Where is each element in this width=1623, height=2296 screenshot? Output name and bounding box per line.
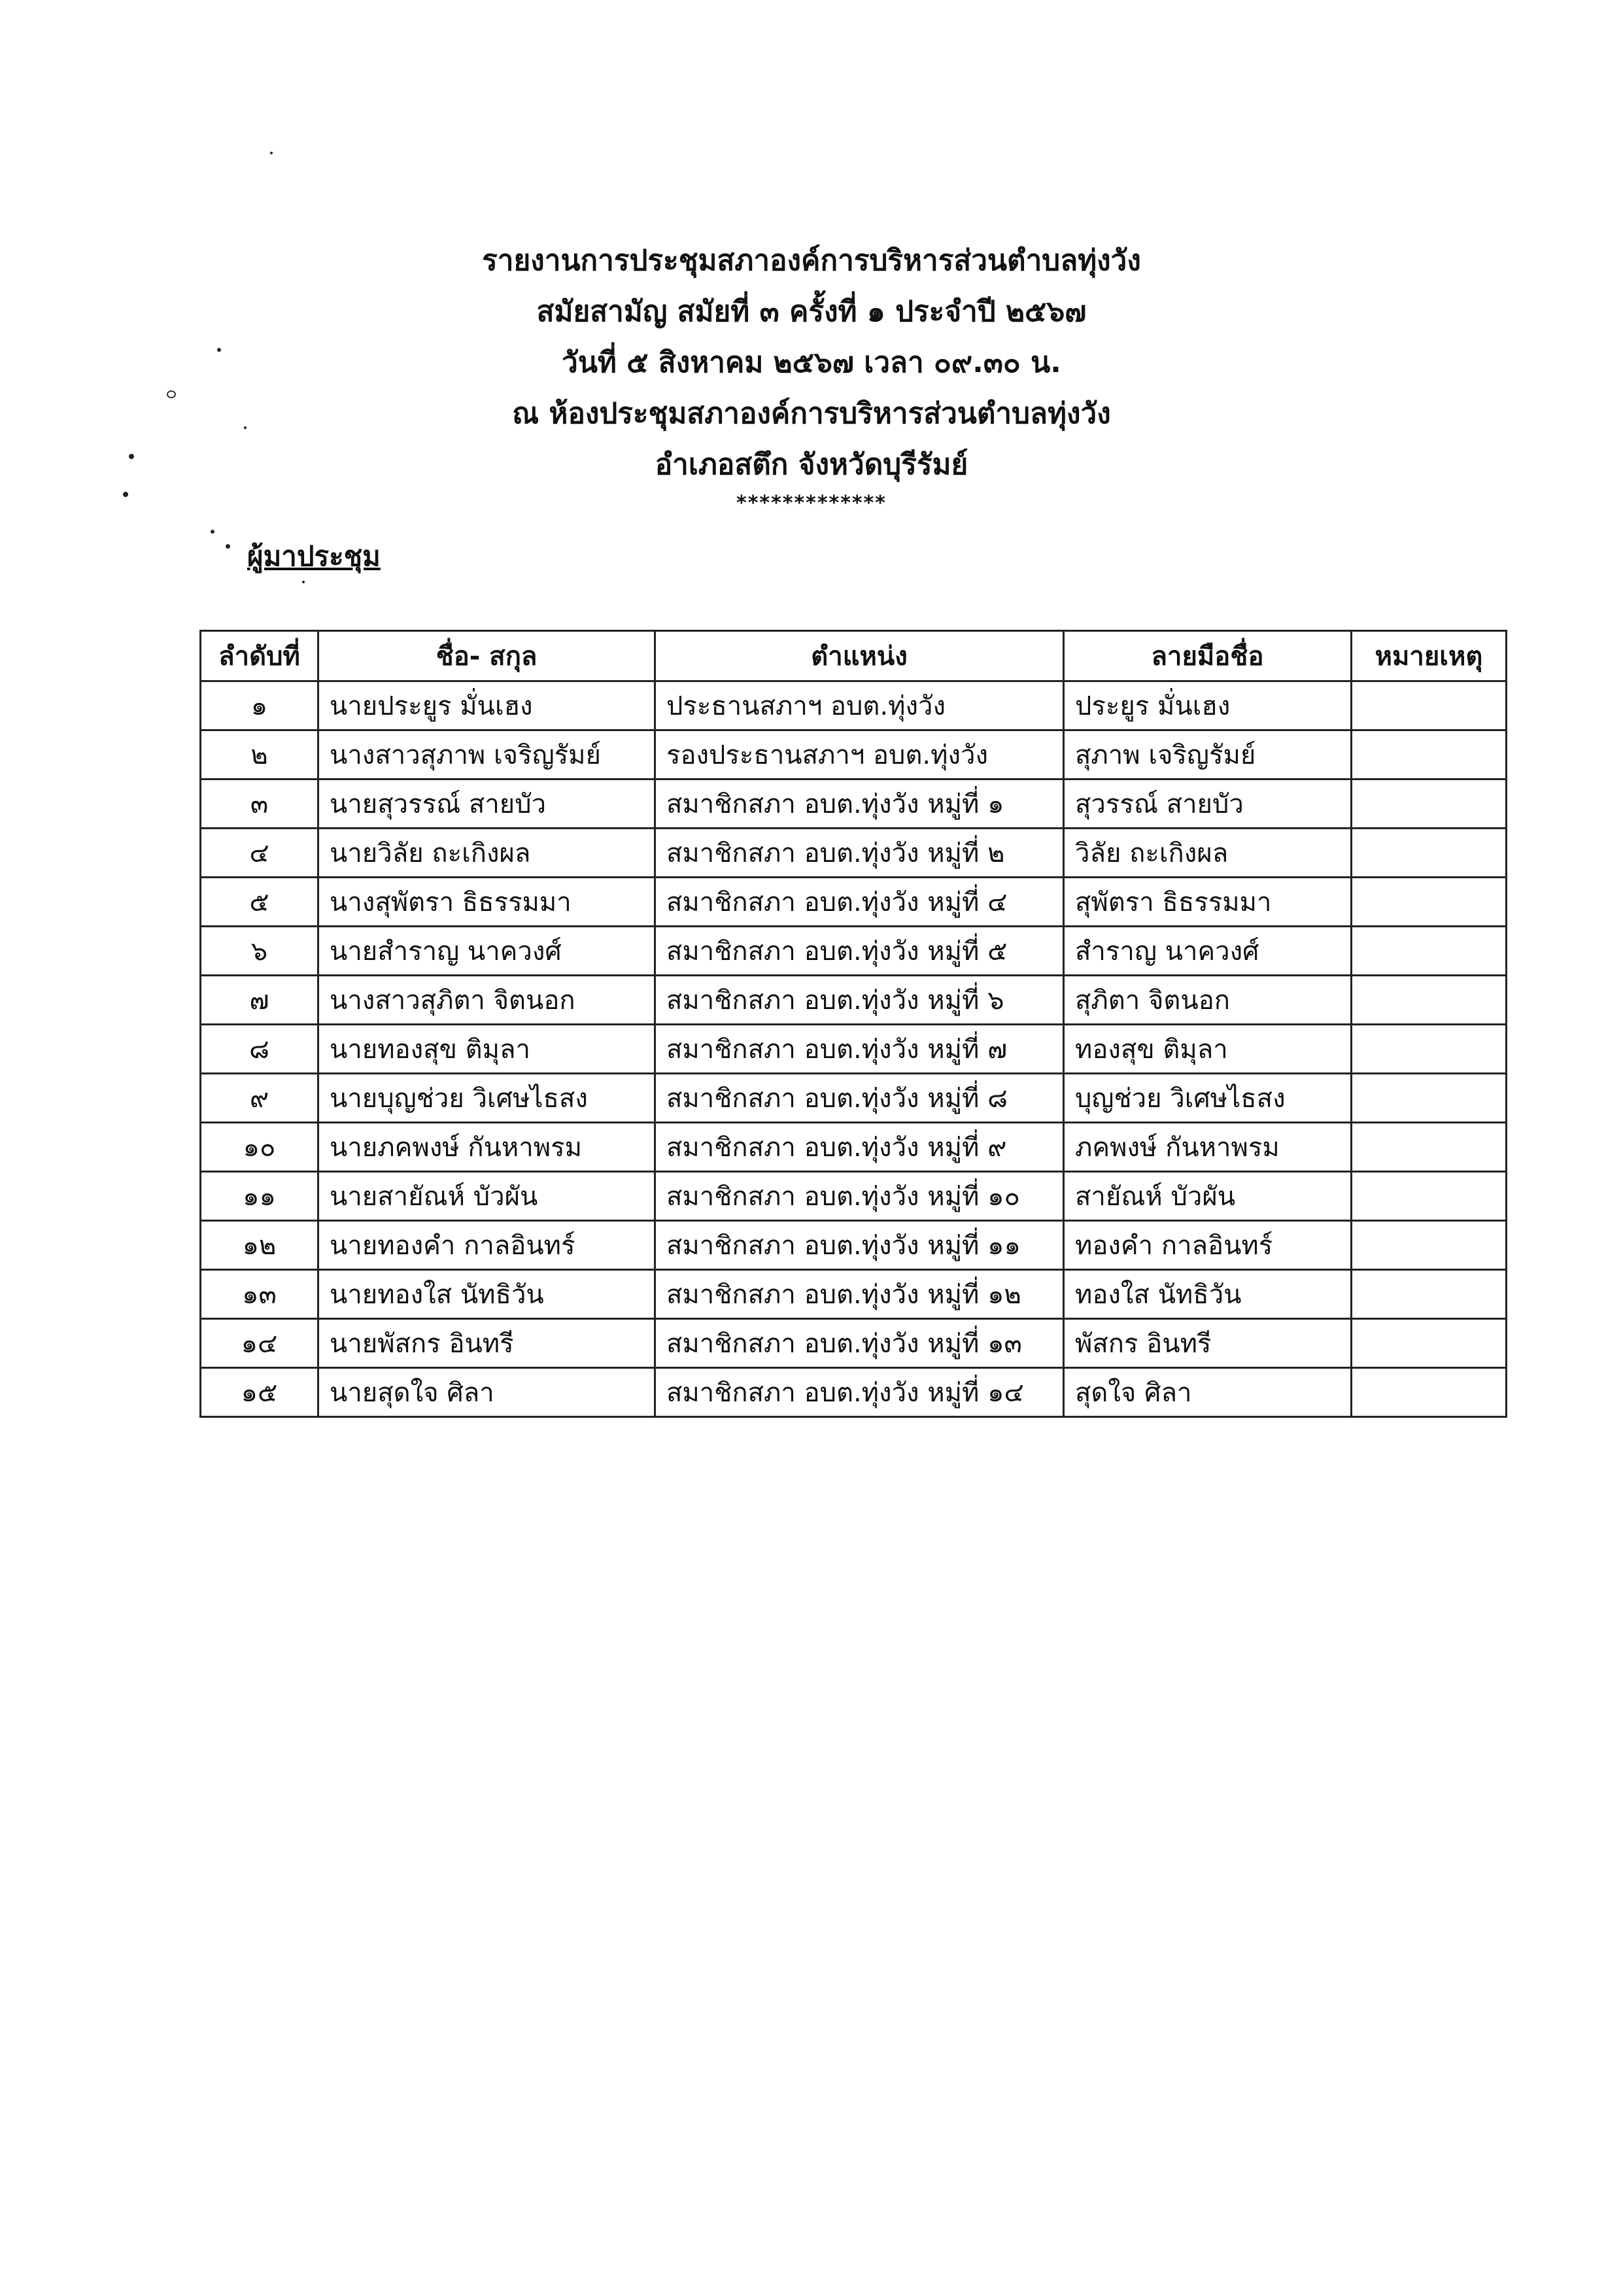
- row-position: สมาชิกสภา อบต.ทุ่งวัง หมู่ที่ ๑๐: [655, 1172, 1064, 1221]
- row-note: [1352, 730, 1507, 780]
- row-position: สมาชิกสภา อบต.ทุ่งวัง หมู่ที่ ๑๔: [655, 1368, 1064, 1417]
- row-position: สมาชิกสภา อบต.ทุ่งวัง หมู่ที่ ๘: [655, 1074, 1064, 1123]
- table-row: [201, 1123, 1507, 1172]
- row-signature: สายัณห์ บัวผัน: [1064, 1172, 1352, 1221]
- table-row: [201, 927, 1507, 976]
- column-header-name: ชื่อ- สกุล: [318, 631, 655, 681]
- row-signature: สำราญ นาควงศ์: [1064, 927, 1352, 976]
- district-line: อำเภอสตึก จังหวัดบุรีรัมย์: [655, 448, 968, 481]
- row-signature: ประยูร มั่นเฮง: [1064, 681, 1352, 730]
- row-signature: สุวรรณ์ สายบัว: [1064, 780, 1352, 829]
- row-signature: สุภาพ เจริญรัมย์: [1064, 730, 1352, 780]
- row-name: นางสาวสุภิตา จิตนอก: [318, 976, 655, 1025]
- row-name: นายวิลัย ถะเกิงผล: [318, 829, 655, 878]
- row-position: สมาชิกสภา อบต.ทุ่งวัง หมู่ที่ ๕: [655, 927, 1064, 976]
- separator-stars: *************: [736, 492, 887, 515]
- table-row: [201, 1368, 1507, 1417]
- row-note: [1352, 829, 1507, 878]
- row-position: สมาชิกสภา อบต.ทุ่งวัง หมู่ที่ ๒: [655, 829, 1064, 878]
- report-title: รายงานการประชุมสภาองค์การบริหารส่วนตำบลทุ่งวัง: [482, 244, 1141, 277]
- row-name: นายสายัณห์ บัวผัน: [318, 1172, 655, 1221]
- session-line: สมัยสามัญ สมัยที่ ๓ ครั้งที่ ๑ ประจำปี ๒๕๖๗: [536, 295, 1087, 328]
- row-name: นายประยูร มั่นเฮง: [318, 681, 655, 730]
- row-position: สมาชิกสภา อบต.ทุ่งวัง หมู่ที่ ๑๒: [655, 1270, 1064, 1319]
- row-signature: ภคพงษ์ กันหาพรม: [1064, 1123, 1352, 1172]
- column-header-position: ตำแหน่ง: [655, 631, 1064, 681]
- date-time-line: วันที่ ๕ สิงหาคม ๒๕๖๗ เวลา ๐๙.๓๐ น.: [562, 346, 1061, 379]
- row-number: ๕: [201, 878, 318, 927]
- row-note: [1352, 1123, 1507, 1172]
- row-signature: พัสกร อินทรี: [1064, 1319, 1352, 1368]
- row-position: สมาชิกสภา อบต.ทุ่งวัง หมู่ที่ ๖: [655, 976, 1064, 1025]
- row-note: [1352, 1221, 1507, 1270]
- scan-speck: [302, 581, 305, 583]
- scan-speck: [226, 544, 230, 549]
- row-name: นายสุวรรณ์ สายบัว: [318, 780, 655, 829]
- row-number: ๑๕: [201, 1368, 318, 1417]
- table-row: [201, 730, 1507, 780]
- scan-speck: [211, 530, 214, 534]
- row-number: ๑๓: [201, 1270, 318, 1319]
- table-header-row: [201, 631, 1507, 681]
- table-row: [201, 1025, 1507, 1074]
- row-number: ๑: [201, 681, 318, 730]
- row-note: [1352, 1270, 1507, 1319]
- row-position: สมาชิกสภา อบต.ทุ่งวัง หมู่ที่ ๑๓: [655, 1319, 1064, 1368]
- row-note: [1352, 780, 1507, 829]
- row-name: นายภคพงษ์ กันหาพรม: [318, 1123, 655, 1172]
- row-name: นางสาวสุภาพ เจริญรัมย์: [318, 730, 655, 780]
- row-position: สมาชิกสภา อบต.ทุ่งวัง หมู่ที่ ๑: [655, 780, 1064, 829]
- row-number: ๑๔: [201, 1319, 318, 1368]
- column-header-number: ลำดับที่: [201, 631, 318, 681]
- table-row: [201, 1172, 1507, 1221]
- venue-line: ณ ห้องประชุมสภาองค์การบริหารส่วนตำบลทุ่งวัง: [512, 397, 1111, 430]
- row-name: นายสุดใจ ศิลา: [318, 1368, 655, 1417]
- scan-speck: [270, 152, 273, 154]
- table-row: [201, 780, 1507, 829]
- row-position: สมาชิกสภา อบต.ทุ่งวัง หมู่ที่ ๑๑: [655, 1221, 1064, 1270]
- table-row: [201, 1270, 1507, 1319]
- row-name: นายทองคำ กาลอินทร์: [318, 1221, 655, 1270]
- row-signature: สุพัตรา ธิธรรมมา: [1064, 878, 1352, 927]
- row-position: ประธานสภาฯ อบต.ทุ่งวัง: [655, 681, 1064, 730]
- row-number: ๑๑: [201, 1172, 318, 1221]
- table-row: [201, 1221, 1507, 1270]
- row-position: สมาชิกสภา อบต.ทุ่งวัง หมู่ที่ ๗: [655, 1025, 1064, 1074]
- row-name: นายบุญช่วย วิเศษไธสง: [318, 1074, 655, 1123]
- table-row: [201, 829, 1507, 878]
- row-position: รองประธานสภาฯ อบต.ทุ่งวัง: [655, 730, 1064, 780]
- row-note: [1352, 1368, 1507, 1417]
- row-number: ๔: [201, 829, 318, 878]
- row-signature: สุภิตา จิตนอก: [1064, 976, 1352, 1025]
- table-row: [201, 976, 1507, 1025]
- row-signature: บุญช่วย วิเศษไธสง: [1064, 1074, 1352, 1123]
- row-note: [1352, 927, 1507, 976]
- row-number: ๗: [201, 976, 318, 1025]
- row-signature: สุดใจ ศิลา: [1064, 1368, 1352, 1417]
- row-number: ๓: [201, 780, 318, 829]
- row-number: ๑๐: [201, 1123, 318, 1172]
- row-note: [1352, 1025, 1507, 1074]
- row-number: ๖: [201, 927, 318, 976]
- table-row: [201, 1074, 1507, 1123]
- table-row: [201, 878, 1507, 927]
- row-name: นายทองใส นัทธิวัน: [318, 1270, 655, 1319]
- row-signature: ทองสุข ติมุลา: [1064, 1025, 1352, 1074]
- column-header-signature: ลายมือชื่อ: [1064, 631, 1352, 681]
- attendees-section-title: ผู้มาประชุม: [247, 540, 381, 572]
- row-note: [1352, 1319, 1507, 1368]
- row-note: [1352, 1074, 1507, 1123]
- row-position: สมาชิกสภา อบต.ทุ่งวัง หมู่ที่ ๔: [655, 878, 1064, 927]
- row-position: สมาชิกสภา อบต.ทุ่งวัง หมู่ที่ ๙: [655, 1123, 1064, 1172]
- row-name: นายพัสกร อินทรี: [318, 1319, 655, 1368]
- row-signature: ทองใส นัทธิวัน: [1064, 1270, 1352, 1319]
- row-name: นายสำราญ นาควงศ์: [318, 927, 655, 976]
- row-note: [1352, 1172, 1507, 1221]
- row-note: [1352, 976, 1507, 1025]
- row-number: ๙: [201, 1074, 318, 1123]
- row-signature: ทองคำ กาลอินทร์: [1064, 1221, 1352, 1270]
- row-note: [1352, 878, 1507, 927]
- table-row: [201, 1319, 1507, 1368]
- column-header-note: หมายเหตุ: [1352, 631, 1507, 681]
- row-number: ๘: [201, 1025, 318, 1074]
- row-name: นายทองสุข ติมุลา: [318, 1025, 655, 1074]
- row-name: นางสุพัตรา ธิธรรมมา: [318, 878, 655, 927]
- document-header: [0, 235, 1623, 517]
- row-number: ๑๒: [201, 1221, 318, 1270]
- row-number: ๒: [201, 730, 318, 780]
- row-signature: วิลัย ถะเกิงผล: [1064, 829, 1352, 878]
- attendance-table: [199, 630, 1507, 1418]
- row-note: [1352, 681, 1507, 730]
- table-row: [201, 681, 1507, 730]
